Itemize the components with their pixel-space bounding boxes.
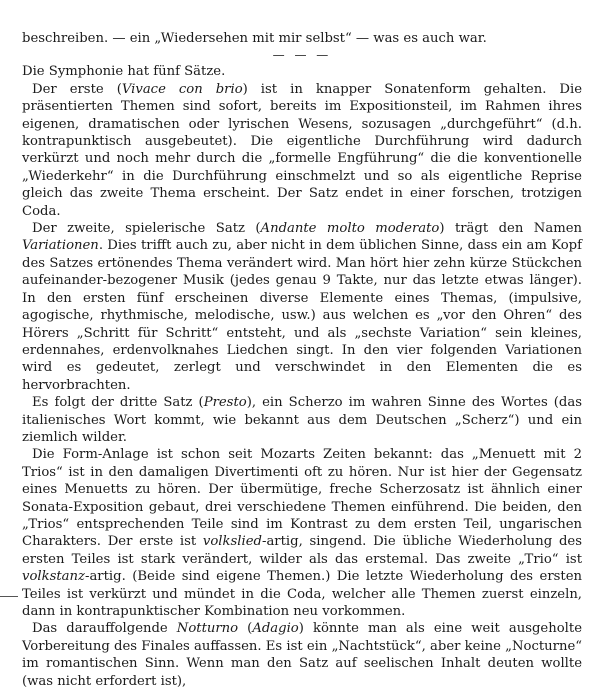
- paragraph-second-movement: [22, 220, 582, 394]
- movement-name: Variationen: [22, 238, 99, 254]
- paragraph-form-structure: [22, 446, 582, 620]
- paragraph-fourth-movement: [22, 620, 582, 690]
- text-run: ) ist in knapper Sonatenform gehalten. Die präsentierten Themen sind sofort, bereits im Expositionsteil, im Rahmen ihres eigenen, dramatischen oder lyrischen Wesens, sozusagen „durchgeführt“ (d.h. kontrapunktisch ausgebeutet). Die eigentliche Durchführung wird dadurch verkürzt und noch mehr durch die „formelle Engführung“ die die konventionelle „Wiederkehr“ in die Durchführung einschmelzt und so als eigentliche Reprise gleich das zweite Thema erscheint. Der Satz endet in einer forschen, trotzigen Coda.: [22, 81, 582, 219]
- text-run: -artig, singend. Die übliche Wiederholung des ersten Teiles ist stark verändert, wilder als das erstemal. Das zweite „Trio“ ist: [22, 534, 582, 567]
- emphasis-term: volkslied: [202, 534, 262, 550]
- page-edge-mark: [0, 596, 18, 597]
- text-run: ), ein Scherzo im wahren Sinne des Wortes (das italienisches Wort kommt, wie bekannt aus dem Deutschen „Scherz“) und ein ziemlich wilder.: [22, 395, 582, 445]
- section-separator: — — —: [272, 48, 332, 63]
- tempo-marking: Adagio: [252, 621, 299, 637]
- text-run: -artig. (Beide sind eigene Themen.) Die letzte Wiederholung des ersten Teiles ist verkürzt und mündet in die Coda, welcher alle Themen zuerst einzeln, dann in kontrapunktischer Kombination neu vorkommen.: [22, 569, 582, 619]
- tempo-marking: Vivace con brio: [121, 81, 243, 97]
- text-run: ) könnte man als eine weit ausgeholte Vorbereitung des Finales auffassen. Es ist ein „Nachtstück“, aber keine „Nocturne“ im romantischen Sinn. Wenn man den Satz auf seelischen Inhalt deuten wollte (was nicht erfordert ist),: [22, 621, 582, 689]
- opening-line: beschreiben. — ein „Wiedersehen mit mir selbst“ — was es auch war.: [22, 31, 487, 46]
- text-run: . Dies trifft auch zu, aber nicht in dem üblichen Sinne, dass ein am Kopf des Satzes ertönendes Thema verändert wird. Man hört hier zehn kürze Stückchen aufeinander-bezogener Musik (jedes genau 9 Takte, nur das letzte etwas länger). In den ersten fünf erscheinen diverse Elemente eines Themas, (impulsive, agogische, rhythmische, melodische, usw.) aus welchen es „vor den Ohren“ des Hörers „Schritt für Schritt“ entsteht, und als „sechste Variation“ sein kleines, erdennahes, erdenvolknahes Liedchen singt. In den vier folgenden Variationen wird es gedeutet, zerlegt und verschwindet in den Elementen die es hervorbrachten.: [22, 238, 582, 393]
- text-run: Der zweite, spielerische Satz (: [32, 221, 261, 237]
- text-run: ) trägt den Namen: [439, 221, 582, 237]
- tempo-marking: Presto: [203, 395, 247, 411]
- paragraph-third-movement: [22, 394, 582, 446]
- tempo-marking: Andante molto moderato: [260, 221, 440, 237]
- document-page: [22, 0, 582, 690]
- text-run: (: [238, 621, 253, 637]
- text-run: Es folgt der dritte Satz (: [32, 395, 204, 411]
- emphasis-term: volkstanz: [22, 569, 85, 585]
- movement-name: Notturno: [176, 621, 239, 637]
- text-run: Das darauffolgende: [32, 621, 177, 637]
- text-run: Die Form-Anlage ist schon seit Mozarts Zeiten bekannt: das „Menuett mit 2 Trios“ ist in den damaligen Divertimenti oft zu hören. Nur ist hier der Gegensatz eines Menuetts zu hören. Der übermütige, freche Scherzosatz ist ähnlich einer Sonata-Exposition gebaut, drei verschiedene Themen einführend. Die beiden, den „Trios“ entsprechenden Teile sind im Kontrast zu dem ersten Teil, ungarischen Charakters. Der erste ist: [22, 447, 582, 550]
- intro-paragraph: Die Symphonie hat fünf Sätze.: [22, 64, 226, 80]
- text-run: Der erste (: [32, 81, 122, 97]
- paragraph-first-movement: [22, 81, 582, 220]
